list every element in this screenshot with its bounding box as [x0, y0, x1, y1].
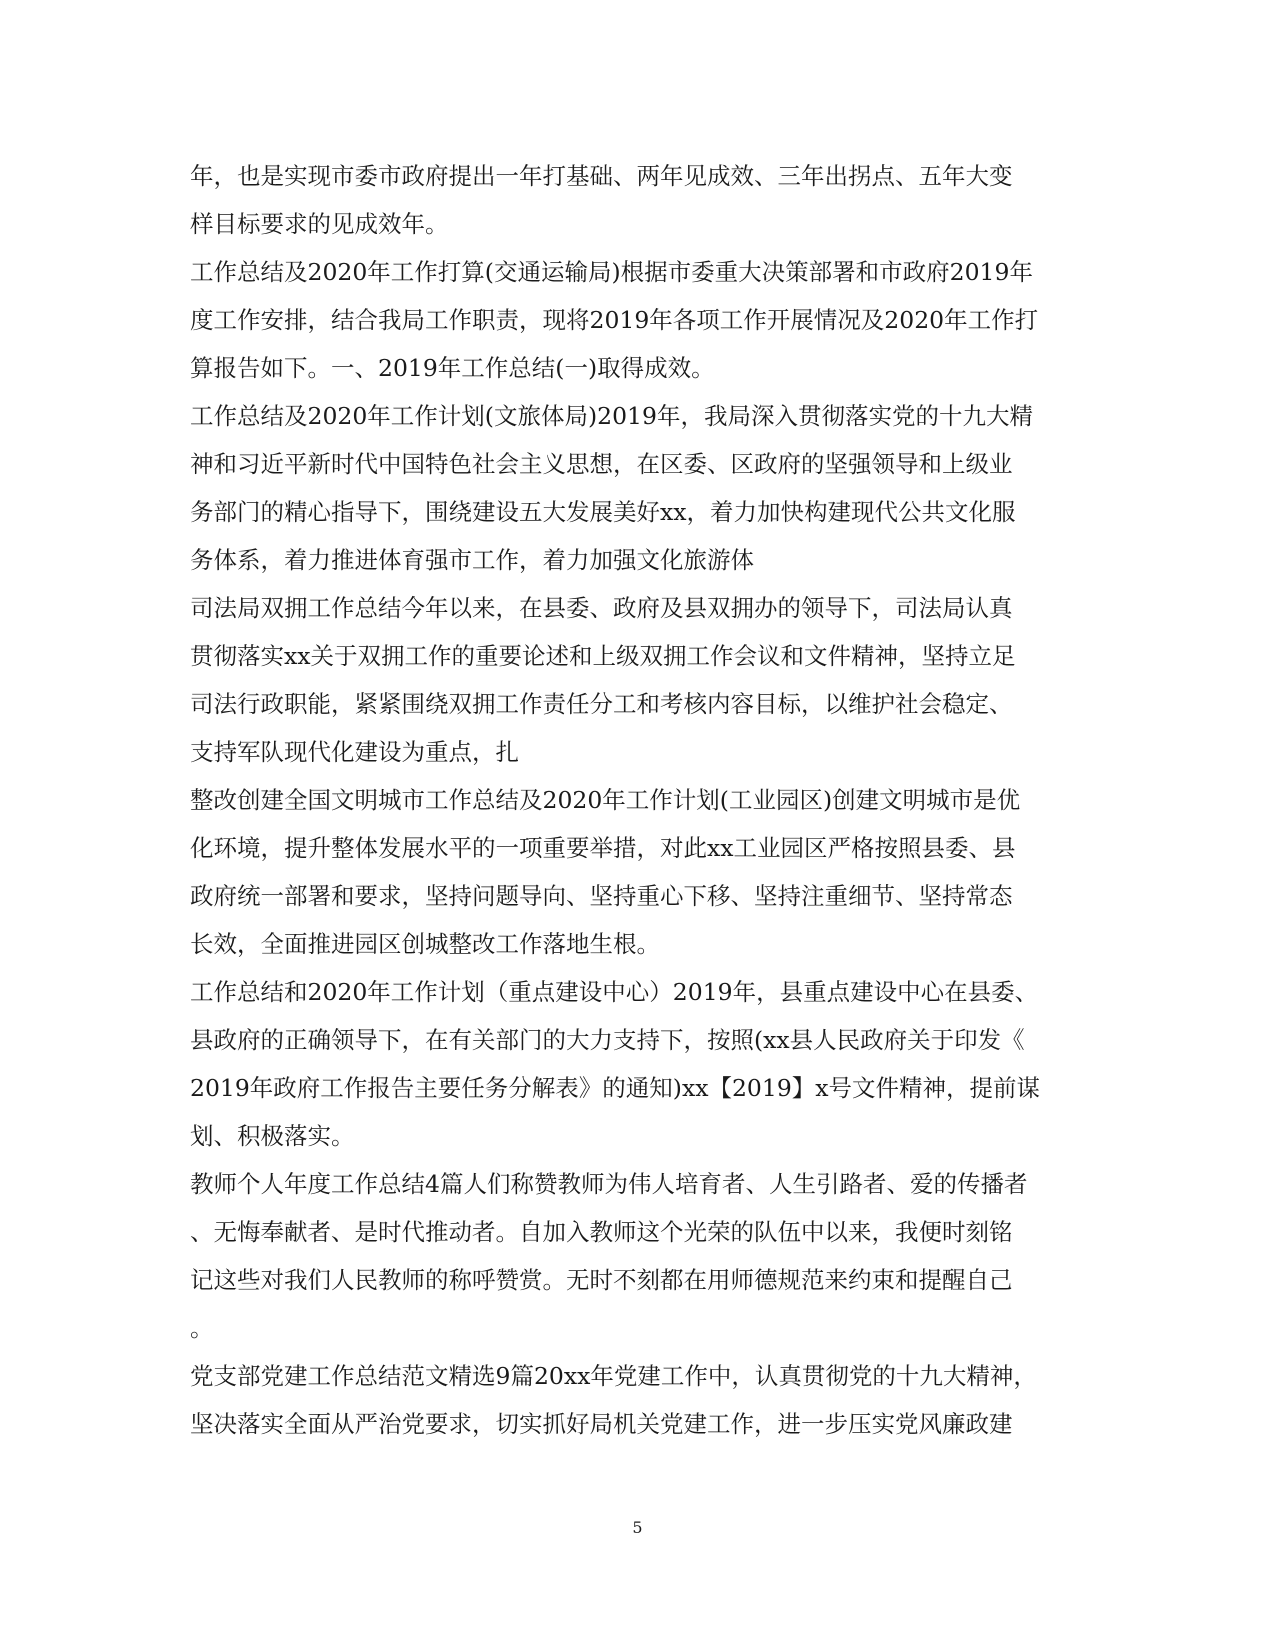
text-line: 2019年政府工作报告主要任务分解表》的通知)xx【2019】x号文件精神，提前谋: [190, 1074, 1041, 1102]
text-line: 县政府的正确领导下，在有关部门的大力支持下，按照(xx县人民政府关于印发《: [190, 1026, 1025, 1054]
text-line: 工作总结和2020年工作计划（重点建设中心）2019年，县重点建设中心在县委、: [190, 978, 1039, 1006]
text-line: 年，也是实现市委市政府提出一年打基础、两年见成效、三年出拐点、五年大变: [190, 162, 1013, 190]
text-line: 记这些对我们人民教师的称呼赞赏。无时不刻都在用师德规范来约束和提醒自己: [190, 1266, 1013, 1294]
text-line: 政府统一部署和要求，坚持问题导向、坚持重心下移、坚持注重细节、坚持常态: [190, 882, 1013, 910]
text-line: 划、积极落实。: [190, 1122, 355, 1150]
text-line: 坚决落实全面从严治党要求，切实抓好局机关党建工作，进一步压实党风廉政建: [190, 1410, 1013, 1438]
text-line: 工作总结及2020年工作计划(文旅体局)2019年，我局深入贯彻落实党的十九大精: [190, 402, 1033, 430]
document-body: [190, 152, 1070, 1448]
text-line: 整改创建全国文明城市工作总结及2020年工作计划(工业园区)创建文明城市是优: [190, 786, 1021, 814]
text-line: 司法行政职能，紧紧围绕双拥工作责任分工和考核内容目标，以维护社会稳定、: [190, 690, 1013, 718]
page-number: 5: [632, 1518, 643, 1537]
text-line: 算报告如下。一、2019年工作总结(一)取得成效。: [190, 354, 715, 382]
text-line: 化环境，提升整体发展水平的一项重要举措，对此xx工业园区严格按照县委、县: [190, 834, 1016, 862]
text-line: 务体系，着力推进体育强市工作，着力加强文化旅游体: [190, 546, 754, 574]
text-line: 、无悔奉献者、是时代推动者。自加入教师这个光荣的队伍中以来，我便时刻铭: [190, 1218, 1013, 1246]
text-line: 党支部党建工作总结范文精选9篇20xx年党建工作中，认真贯彻党的十九大精神，: [190, 1362, 1037, 1390]
text-line: 工作总结及2020年工作打算(交通运输局)根据市委重大决策部署和市政府2019年: [190, 258, 1033, 286]
text-line: 样目标要求的见成效年。: [190, 210, 449, 238]
text-line: 教师个人年度工作总结4篇人们称赞教师为伟人培育者、人生引路者、爱的传播者: [190, 1170, 1028, 1198]
text-line: 支持军队现代化建设为重点，扎: [190, 738, 519, 766]
text-line: 。: [190, 1314, 214, 1342]
text-line: 度工作安排，结合我局工作职责，现将2019年各项工作开展情况及2020年工作打: [190, 306, 1039, 334]
text-line: 神和习近平新时代中国特色社会主义思想，在区委、区政府的坚强领导和上级业: [190, 450, 1013, 478]
text-line: 贯彻落实xx关于双拥工作的重要论述和上级双拥工作会议和文件精神，坚持立足: [190, 642, 1016, 670]
text-line: 司法局双拥工作总结今年以来，在县委、政府及县双拥办的领导下，司法局认真: [190, 594, 1013, 622]
text-line: 长效，全面推进园区创城整改工作落地生根。: [190, 930, 660, 958]
text-line: 务部门的精心指导下，围绕建设五大发展美好xx，着力加快构建现代公共文化服: [190, 498, 1016, 526]
